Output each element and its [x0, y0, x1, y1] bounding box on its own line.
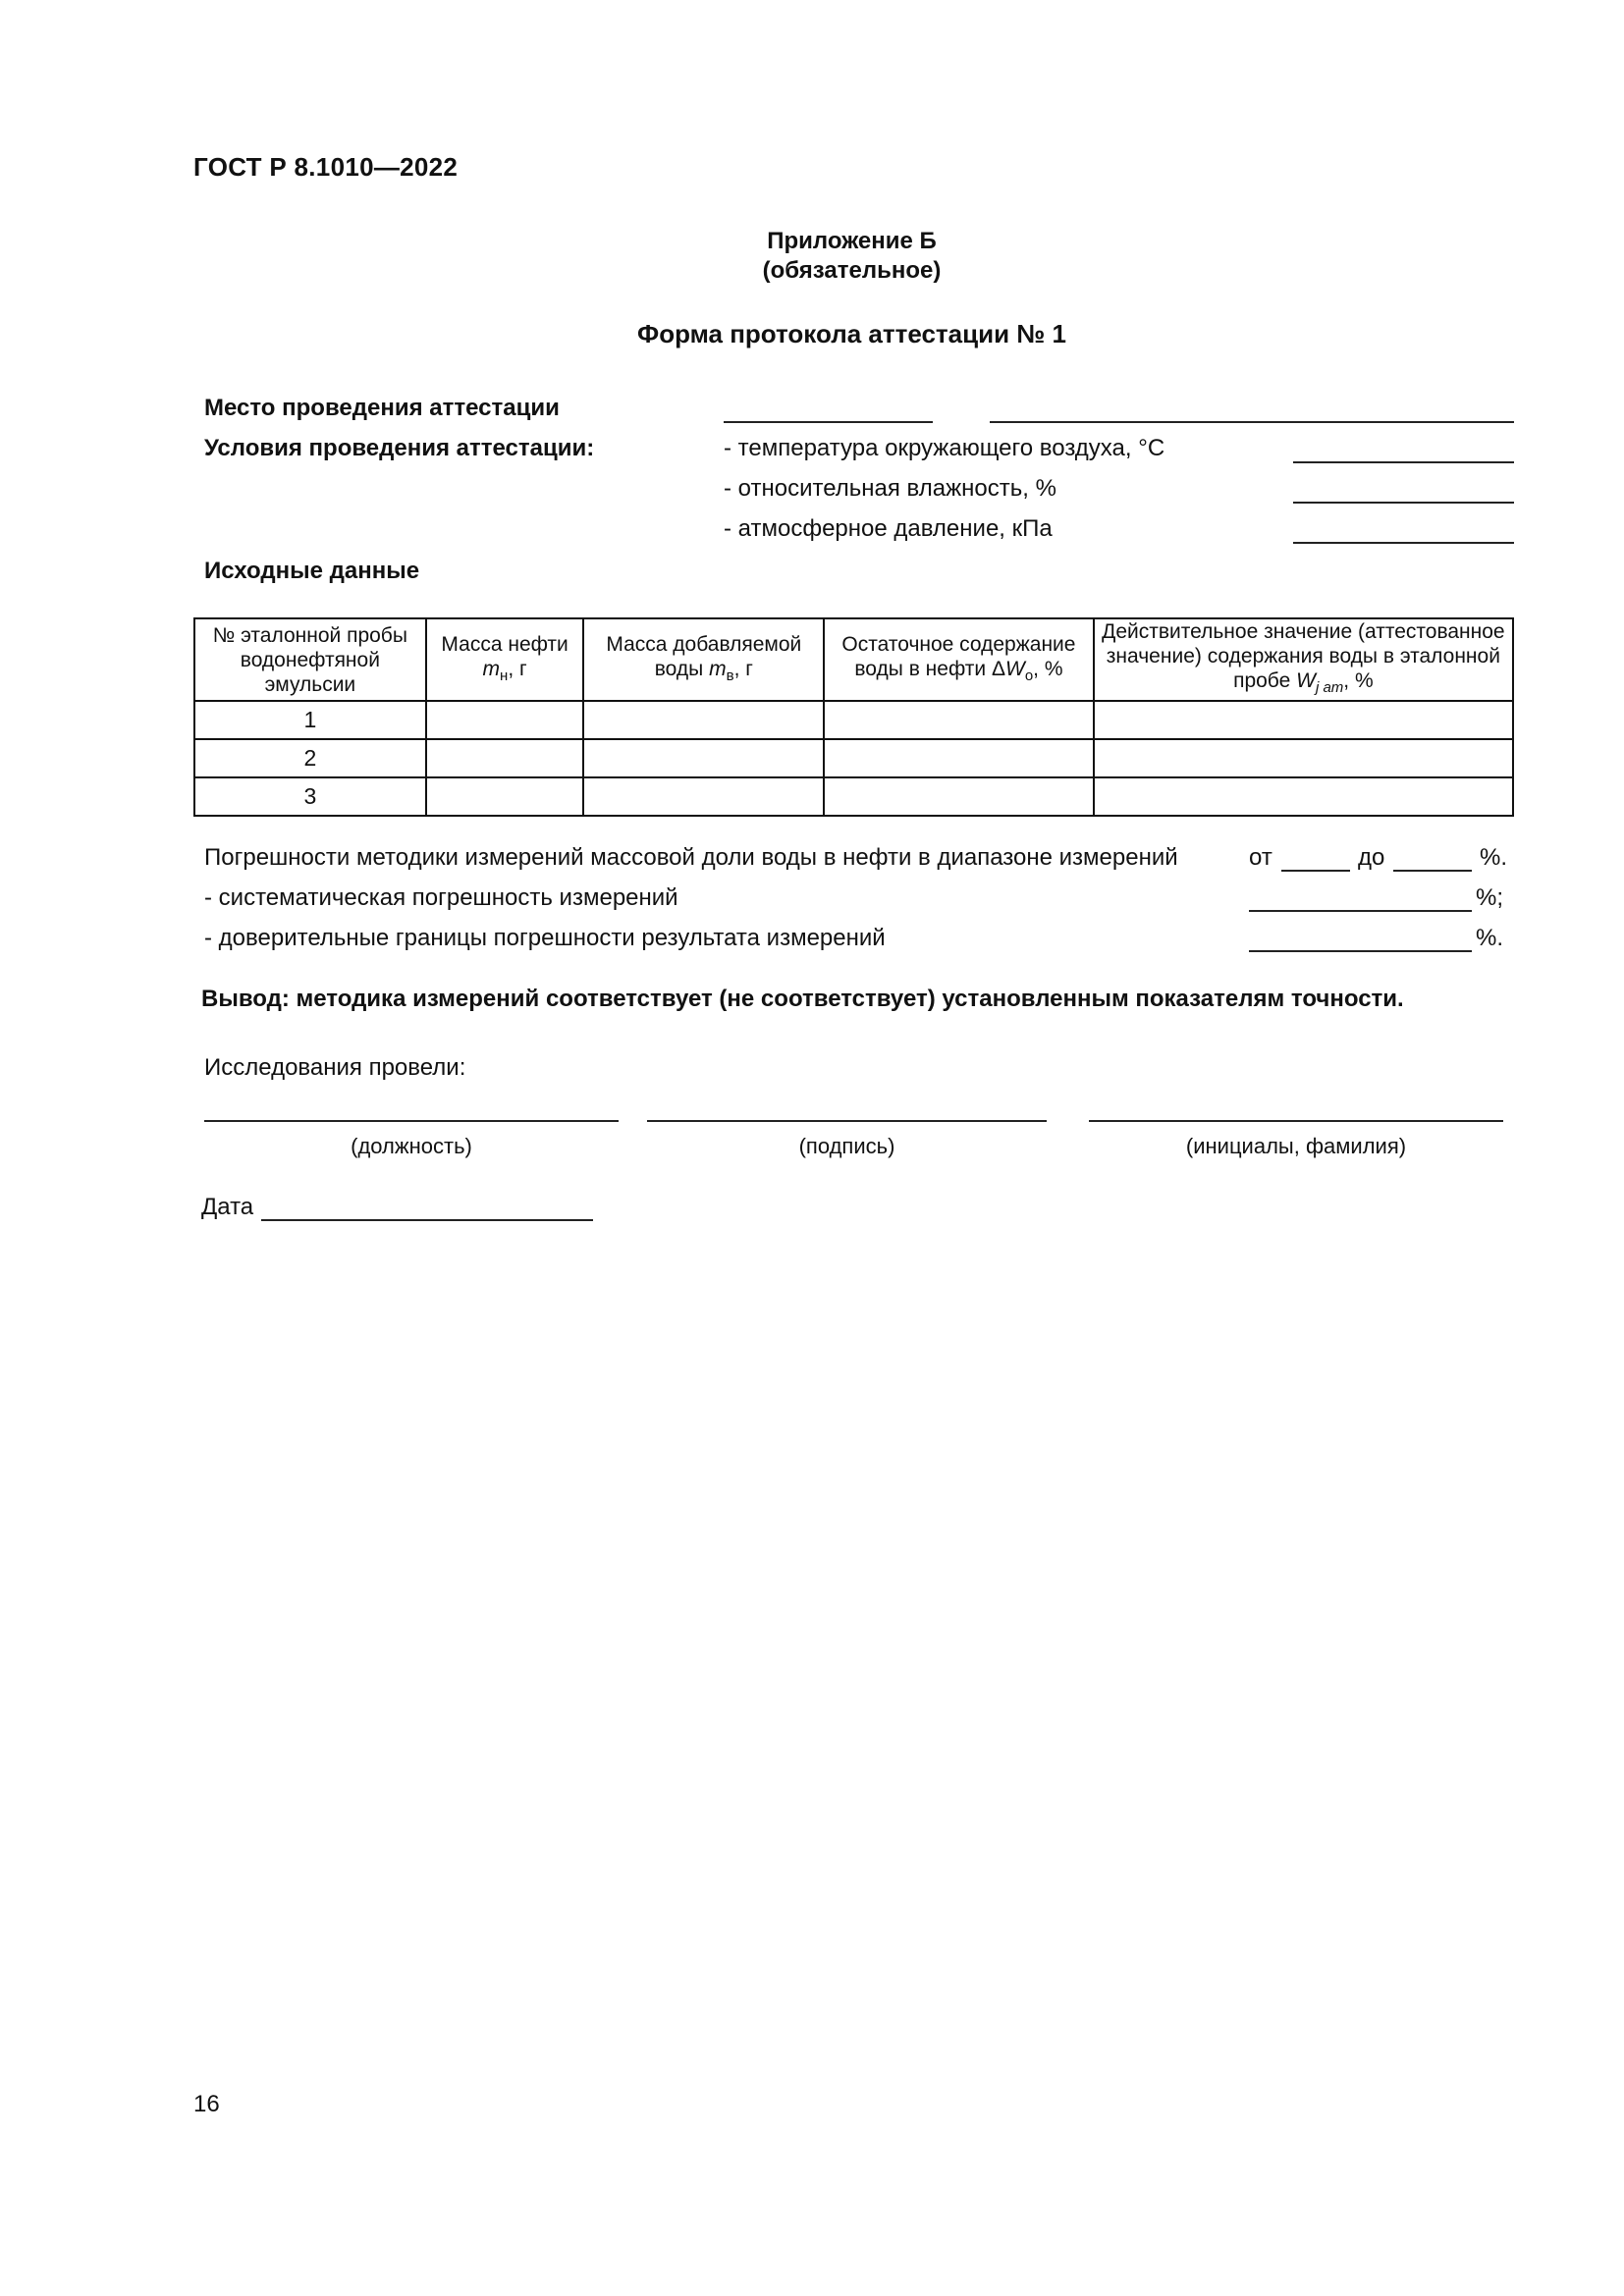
- header-water-mass: Масса добавляемой воды $m_в$, г: [583, 618, 824, 701]
- position-caption: (должность): [351, 1134, 472, 1158]
- place-field-short[interactable]: [724, 421, 933, 423]
- initial-data-label: Исходные данные: [204, 558, 420, 584]
- signature-field[interactable]: [647, 1120, 1047, 1122]
- cell-oil-mass[interactable]: [426, 739, 584, 777]
- conclusion-text: Вывод: методика измерений соответствует (не соответствует) установленным показателям точности.: [201, 986, 1404, 1012]
- range-to-field[interactable]: [1393, 870, 1472, 872]
- place-label: Место проведения аттестации: [204, 395, 560, 421]
- document-code: ГОСТ Р 8.1010—2022: [193, 152, 459, 182]
- condition-humidity: - относительная влажность, %: [724, 475, 1056, 502]
- cell-water-mass[interactable]: [583, 777, 824, 816]
- systematic-error-field[interactable]: [1249, 910, 1472, 912]
- page-number: 16: [193, 2091, 220, 2117]
- table-row: [194, 739, 1513, 777]
- position-field[interactable]: [204, 1120, 619, 1122]
- cell-oil-mass[interactable]: [426, 701, 584, 739]
- range-from-label: от: [1249, 844, 1272, 871]
- range-from-field[interactable]: [1281, 870, 1350, 872]
- header-sample-number: № эталонной пробы водонефтяной эмульсии: [194, 618, 426, 701]
- cell-actual-value[interactable]: [1094, 777, 1513, 816]
- cell-residual-water[interactable]: [824, 777, 1094, 816]
- date-field[interactable]: [261, 1219, 593, 1221]
- cell-actual-value[interactable]: [1094, 739, 1513, 777]
- date-label: Дата: [201, 1194, 254, 1220]
- systematic-error-label: - систематическая погрешность измерений: [204, 884, 678, 911]
- cell-residual-water[interactable]: [824, 701, 1094, 739]
- name-field[interactable]: [1089, 1120, 1503, 1122]
- condition-pressure: - атмосферное давление, кПа: [724, 515, 1053, 542]
- data-table: [193, 617, 1514, 817]
- name-caption: (инициалы, фамилия): [1185, 1134, 1407, 1158]
- header-residual-water: Остаточное содержание воды в нефти $\Delta W_о$, %: [824, 618, 1094, 701]
- appendix-title: Приложение Б: [767, 228, 937, 254]
- cell-oil-mass[interactable]: [426, 777, 584, 816]
- appendix-type: (обязательное): [762, 257, 942, 284]
- range-to-label: до: [1358, 844, 1385, 871]
- temperature-field[interactable]: [1293, 461, 1514, 463]
- cell-actual-value[interactable]: [1094, 701, 1513, 739]
- confidence-bounds-unit: %.: [1476, 925, 1504, 951]
- cell-water-mass[interactable]: [583, 701, 824, 739]
- cell-residual-water[interactable]: [824, 739, 1094, 777]
- condition-temperature: - температура окружающего воздуха, °С: [724, 435, 1165, 461]
- errors-range-text: Погрешности методики измерений массовой доли воды в нефти в диапазоне измерений: [204, 844, 1178, 871]
- form-title: Форма протокола аттестации № 1: [637, 319, 1066, 348]
- row-number: 3: [194, 777, 426, 816]
- header-actual-value: Действительное значение (аттестованное значение) содержания воды в эталонной пробе $W_{j ат}$, %: [1094, 618, 1513, 701]
- range-percent: %.: [1480, 844, 1508, 871]
- table-header-row: [194, 618, 1513, 701]
- systematic-error-unit: %;: [1476, 884, 1504, 911]
- row-number: 1: [194, 701, 426, 739]
- humidity-field[interactable]: [1293, 502, 1514, 504]
- header-oil-mass: Масса нефти $m_н$, г: [426, 618, 584, 701]
- conditions-label: Условия проведения аттестации:: [204, 435, 595, 461]
- row-number: 2: [194, 739, 426, 777]
- research-label: Исследования провели:: [204, 1054, 466, 1081]
- table-row: [194, 701, 1513, 739]
- cell-water-mass[interactable]: [583, 739, 824, 777]
- table-row: [194, 777, 1513, 816]
- pressure-field[interactable]: [1293, 542, 1514, 544]
- place-field-long[interactable]: [990, 421, 1514, 423]
- signature-caption: (подпись): [798, 1134, 895, 1158]
- confidence-bounds-label: - доверительные границы погрешности результата измерений: [204, 925, 886, 951]
- confidence-bounds-field[interactable]: [1249, 950, 1472, 952]
